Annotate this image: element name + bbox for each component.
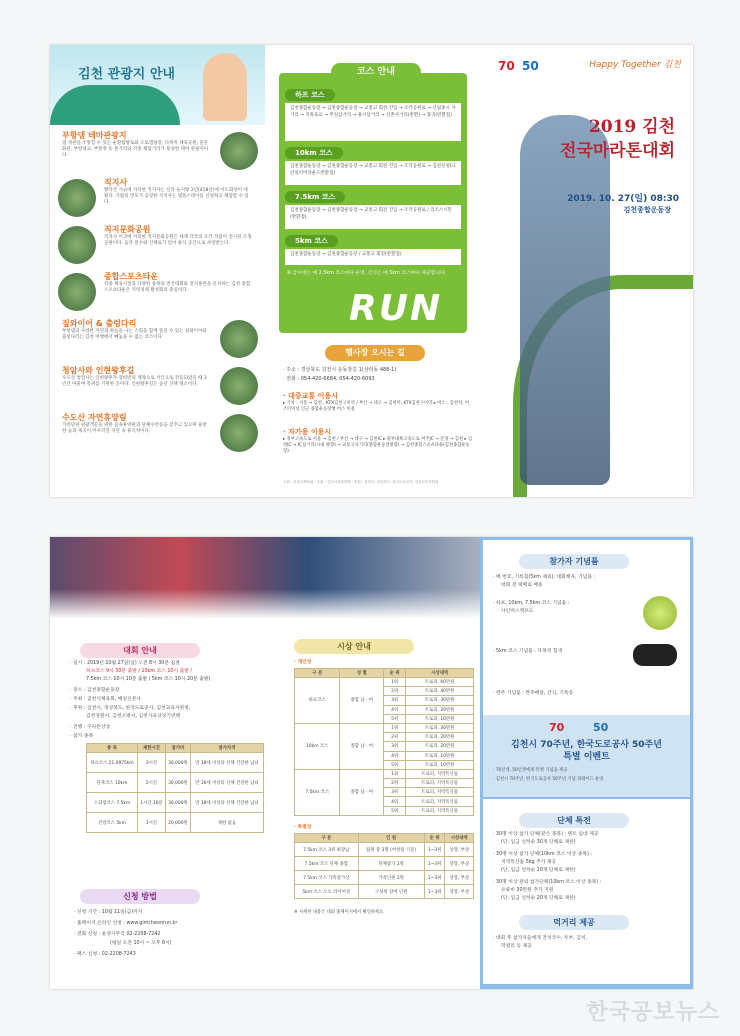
course-tag-half: 하프 코스 bbox=[285, 89, 335, 101]
table-header: 제한시간 bbox=[137, 744, 165, 753]
food-line: · 대회 후 참가자들에게 잔치국수, 두부, 김치, bbox=[493, 936, 588, 941]
table-cell: 1위 bbox=[384, 678, 406, 687]
apply-line: · 전화 신청 : 운영사무국 02-2208-7242 bbox=[74, 932, 161, 937]
table-cell: 트로피, 30만원 bbox=[406, 723, 474, 732]
table-cell: 1시간 30분 bbox=[137, 793, 165, 813]
gift-line: · 5km 코스 기념품 : 다목적 힙색 bbox=[493, 649, 563, 654]
sight-desc: 직지사 어귀에 자리한 직지문화공원은 세계 각국의 조각 작품이 전시된 조형 공원이다. 음악 분수와 산책로가 있어 휴식 공간으로 사랑받는다. bbox=[104, 235, 252, 246]
table-cell: 만 18세 이상의 신체 건강한 남녀 bbox=[190, 793, 263, 813]
logo-50th: 50 bbox=[522, 59, 539, 73]
awards-title: 시상 안내 bbox=[294, 639, 414, 654]
sight-name: 청암사와 인현왕후길 bbox=[62, 366, 135, 375]
table-cell: 30,000원 bbox=[166, 793, 191, 813]
table-cell: 상장, 부상 bbox=[445, 885, 474, 899]
table-header: 시상내역 bbox=[445, 834, 474, 843]
table-cell: 3위 bbox=[384, 788, 406, 797]
anniv-title bbox=[493, 739, 680, 763]
table-cell: 30,000원 bbox=[166, 753, 191, 773]
event-line: 하프코스 9시 30분 출발 / 10km 코스 10시 출발 / bbox=[86, 669, 193, 674]
sponsor-line: 주최 : 김천시체육회 · 주관 : 김천시육상연맹 · 후원 : 김천시, 경상북도, 한국도로공사, 김천교육지원청 bbox=[283, 480, 439, 484]
table-cell: 가족인원 2명 bbox=[358, 871, 424, 885]
table-cell: 5위 bbox=[384, 806, 406, 815]
gift-title: 참가자 기념품 bbox=[519, 554, 629, 569]
table-cell: 트로피, 60만원 bbox=[406, 678, 474, 687]
event-title-line2: 전국마라톤대회 bbox=[560, 141, 675, 161]
sight-photo bbox=[220, 367, 258, 405]
transit-heading: · 대중교통 이용시 bbox=[283, 392, 338, 400]
table-cell: 4위 bbox=[384, 797, 406, 806]
sight-item bbox=[58, 271, 258, 315]
gift-line: · 배 번호, 기록칩(5km 제외), 대회책자, 기념품 : bbox=[493, 575, 596, 580]
table-cell: 하프코스 21.0975km bbox=[87, 753, 138, 773]
course-tag-7-5k: 7.5km 코스 bbox=[285, 191, 345, 203]
table-cell: 4위 bbox=[384, 705, 406, 714]
table-row bbox=[87, 813, 264, 833]
brochure-back bbox=[50, 537, 693, 989]
table-cell: 트로피, 지역특산품 bbox=[406, 779, 474, 788]
logo-70th: 70 bbox=[498, 59, 515, 73]
city-slogan-logo: Happy Together 김천 bbox=[589, 60, 681, 70]
table-cell: 1위 bbox=[384, 769, 406, 778]
course-note: ※ 급수대는 매 2.5km 코스마다 운영, 간식은 매 5km 코스마다 제공합니다. bbox=[287, 271, 447, 276]
table-header: 구 분 bbox=[295, 669, 340, 678]
sight-photo bbox=[58, 179, 96, 217]
table-cell: 트로피, 지역특산품 bbox=[406, 806, 474, 815]
tour-header bbox=[50, 45, 265, 125]
course-panel bbox=[265, 45, 480, 497]
gift-line: · 하프, 10km, 7.5km 코스 기념품 : bbox=[493, 601, 570, 606]
table-cell: 2위 bbox=[384, 733, 406, 742]
car-text: ▸ 경부고속도로 서울 → 김천 / 부산 → 대구 → 김천IC ▸ 중부내륙고속도로 여주JC → 문경 → 김천 ▸ 김천IC → IC삼거리(시내 방향) → 교통고사거리(종합운동장방향) → 김천종합스포츠타운(김천종합운동장) bbox=[283, 437, 473, 454]
gift-line: 대회 전 택배로 배송 bbox=[501, 583, 543, 588]
entry-table bbox=[86, 743, 264, 833]
table-row bbox=[87, 753, 264, 773]
apply-line: (평일 오전 10시 ~ 오후 6시) bbox=[110, 941, 172, 946]
table-cell: 10km 코스 bbox=[295, 723, 340, 769]
event-line: · 일시 : 2019년 10월 27일(일) 오전 8시 30분 집결 bbox=[70, 661, 180, 666]
table-cell: 트로피, 10만원 bbox=[406, 714, 474, 723]
table-cell: 상장, 부상 bbox=[445, 857, 474, 871]
table-row bbox=[295, 678, 474, 687]
table-cell: 구성원 참여 인원 bbox=[358, 885, 424, 899]
table-cell: 2위 bbox=[384, 687, 406, 696]
hill-illustration bbox=[50, 85, 180, 125]
table-cell: 트로피, 지역특산품 bbox=[406, 769, 474, 778]
course-tag-10k: 10km 코스 bbox=[285, 147, 343, 159]
sight-photo bbox=[58, 226, 96, 264]
cover-panel bbox=[480, 45, 693, 497]
brochure-front bbox=[50, 45, 693, 497]
course-route-10k bbox=[285, 161, 461, 185]
table-cell: 단축코스 10km bbox=[87, 773, 138, 793]
anniv-logo-70: 70 bbox=[549, 721, 565, 734]
table-cell: 5km 코스 오오 라이어상 bbox=[295, 885, 359, 899]
table-cell: 7.5km 코스 bbox=[295, 769, 340, 815]
table-cell: 종합 남 · 여 bbox=[340, 678, 384, 724]
sight-name: 직지문화공원 bbox=[104, 225, 151, 234]
table-header: 시상내역 bbox=[406, 669, 474, 678]
table-cell: 3위 bbox=[384, 742, 406, 751]
event-line: 김천경찰서, 김천소방서, 김천시육상경기연맹 bbox=[86, 714, 181, 719]
table-cell: 트로피, 30만원 bbox=[406, 696, 474, 705]
table-cell: 건강코스 5km bbox=[87, 813, 138, 833]
sight-photo bbox=[220, 132, 258, 170]
course-title: 코스 안내 bbox=[331, 63, 421, 81]
run-logo: RUN bbox=[349, 288, 443, 329]
table-cell: 트로피, 지역특산품 bbox=[406, 797, 474, 806]
course-route-5k bbox=[285, 249, 461, 265]
group-line: 유류비 30만원 추가 지원 bbox=[501, 888, 554, 893]
apply-line: · 신청 기간 : 10월 11일(금)까지 bbox=[74, 910, 143, 915]
table-cell: 3시간 bbox=[137, 753, 165, 773]
table-cell: 1시간 bbox=[137, 813, 165, 833]
event-line: · 후원 : 김천시, 경상북도, 한국도로공사, 김천교육지원청, bbox=[70, 706, 191, 711]
table-cell: 트로피, 10만원 bbox=[406, 751, 474, 760]
event-line: · 주최 : 김천시체육회, 매일신문사 bbox=[70, 697, 142, 702]
course-route-half bbox=[285, 103, 461, 141]
special-award-table bbox=[294, 833, 474, 899]
event-venue: 김천종합운동장 bbox=[623, 206, 671, 214]
sight-desc: 각종 체육시설과 다양한 종목의 전국대회와 전지훈련을 유치하는 김천 종합스포츠타운은 지역경제 활성화의 중심이다. bbox=[104, 282, 251, 293]
anniv-title-line2: 특별 이벤트 bbox=[563, 752, 610, 762]
table-row bbox=[295, 723, 474, 732]
sight-desc: 수도산 청암사는 인현왕후가 장희빈의 계략으로 서인으로 강등되었을 때 3년간 머물며 복위를 기원한 곳이다. 인현왕후길은 숲길 산책 명소이다. bbox=[62, 376, 207, 387]
table-cell: 종합 남 · 여 bbox=[340, 769, 384, 815]
sight-desc: 가족단위 관광객들을 위한 숲속휴양관과 단체수련동을 갖추고 있으며 울창한 숲과 계곡이 어우러진 자연 속 휴식처이다. bbox=[62, 423, 207, 434]
table-cell: 제한 없음 bbox=[190, 813, 263, 833]
event-line: 7.5km 코스 10시 10분 출발 / 5km 코스 10시 20분 출발) bbox=[86, 677, 211, 682]
anniv-logo-50: 50 bbox=[593, 721, 609, 734]
sight-item bbox=[58, 130, 258, 174]
group-line: · 30명 이상 관외 참가단체(10km 코스 이상 종목) : bbox=[493, 880, 602, 885]
car-heading: · 자가용 이용시 bbox=[283, 428, 332, 436]
table-row bbox=[295, 843, 474, 857]
sight-name: 직지사 bbox=[104, 178, 128, 187]
sight-item bbox=[58, 177, 258, 221]
transit-text: ▸ 기차 : 서울 → 김천 , KTX김천구미역 / 부산 → 대구 → 김천역, KTX김천구미역 ▸ 버스 : 김천역, 버스터미널 인근 종합운동장행 버스 이용 bbox=[283, 401, 469, 412]
sight-name: 부항댐 테마관광지 bbox=[62, 131, 127, 140]
course-tag-5k: 5km 코스 bbox=[285, 235, 338, 247]
group-line: 지역특산품 5kg 추가 제공 bbox=[501, 860, 557, 865]
table-cell: 1~3위 bbox=[424, 871, 445, 885]
sight-name: 수도산 자연휴양림 bbox=[62, 413, 127, 422]
table-cell: 3위 bbox=[384, 696, 406, 705]
table-row bbox=[87, 793, 264, 813]
sight-item bbox=[58, 412, 258, 456]
anniv-line: · 김천시 70주년, 한국도로공사 50주년 기념 퍼레이드 운영 bbox=[493, 777, 604, 782]
table-cell: 4위 bbox=[384, 751, 406, 760]
table-cell: 7.5km 코스 가족참가상 bbox=[295, 871, 359, 885]
table-cell: 트로피, 20만원 bbox=[406, 705, 474, 714]
table-cell: 트로피, 20만원 bbox=[406, 742, 474, 751]
table-cell: 5위 bbox=[384, 714, 406, 723]
table-cell: 1~3위 bbox=[424, 857, 445, 871]
sight-list bbox=[58, 130, 258, 459]
sight-photo bbox=[58, 273, 96, 311]
table-row bbox=[295, 871, 474, 885]
table-cell: 20,000원 bbox=[166, 813, 191, 833]
table-header: 인 원 bbox=[358, 834, 424, 843]
table-cell: 스피링코스 7.5km bbox=[87, 793, 138, 813]
table-cell: 트로피, 40만원 bbox=[406, 687, 474, 696]
table-cell: 1~3위 bbox=[424, 843, 445, 857]
event-title bbox=[560, 115, 675, 163]
event-info-title: 대회 안내 bbox=[80, 643, 200, 658]
sight-item bbox=[58, 365, 258, 409]
group-line: (단, 입금 선착순 30개 단체로 제한) bbox=[501, 840, 576, 845]
table-cell: 30,000원 bbox=[166, 773, 191, 793]
table-header: 순 위 bbox=[384, 669, 406, 678]
photographer-illustration bbox=[203, 53, 247, 121]
table-row bbox=[295, 857, 474, 871]
group-line: (단, 입금 선착순 20개 단체로 제한) bbox=[501, 868, 576, 873]
table-cell: 7.5km 코스 단체 종합 bbox=[295, 857, 359, 871]
event-date: 2019. 10. 27(일) 08:30 bbox=[567, 194, 679, 204]
table-cell: 트로피, 지역특산품 bbox=[406, 788, 474, 797]
table-cell: 단체참가 2명 bbox=[358, 857, 424, 871]
gift-line: · 완주 기념품 : 완주메달, 간식, 기록증 bbox=[493, 691, 574, 696]
anniversary-event bbox=[483, 715, 690, 797]
directions-title: 행사장 오시는 길 bbox=[325, 345, 425, 361]
sight-desc: 부항댐의 수려한 자연과 하늘을 나는 스릴을 함께 즐길 수 있는 짚와이어와 출렁다리는 김천 여행에서 빼놓을 수 없는 코스이다. bbox=[62, 329, 207, 340]
route-text: 김천종합운동장 → 김천종합운동장 / 교통고 회전(반환점) bbox=[290, 252, 402, 257]
group-line: (단, 입금 선착순 20개 단체로 제한) bbox=[501, 896, 576, 901]
event-line: · 참가 종목 bbox=[70, 734, 94, 739]
route-text: 김천종합운동장 → 김천종합운동장 → 교통고 회전 진입 → 조각공원로 / 리조스시민(반환점) bbox=[290, 208, 452, 220]
food-title: 먹거리 제공 bbox=[519, 915, 629, 930]
table-cell: 상장, 부상 bbox=[445, 871, 474, 885]
table-cell: 만 18세 이상의 신체 건강한 남녀 bbox=[190, 753, 263, 773]
course-route-7-5k bbox=[285, 205, 461, 229]
anniv-line: · 70년생, 50년생에게 특별 기념품 제공 bbox=[493, 768, 568, 773]
apply-line: · 팩스 신청 : 02-2208-7243 bbox=[74, 952, 136, 957]
sight-photo bbox=[220, 414, 258, 452]
group-line: · 30명 이상 참가 단체(같은 종목) : 텐트 임대 제공 bbox=[493, 832, 599, 837]
sight-desc: 댐 경관을 조망할 수 있는 순환탐방로와 오토캠핑장, 다목적 체육공원, 물문화관, 부항대교, 부항정 등 볼거리와 각종 체험거리가 풍성한 테마 관광지이다. bbox=[62, 141, 209, 158]
table-cell: 7.5km 코스 3위 최장남 bbox=[295, 843, 359, 857]
tour-panel bbox=[50, 45, 265, 497]
runner-silhouette bbox=[520, 115, 610, 485]
grape-image bbox=[643, 596, 677, 630]
table-cell: 트로피, 10만원 bbox=[406, 760, 474, 769]
sight-item bbox=[58, 224, 258, 268]
marathon-photo bbox=[50, 537, 480, 619]
table-row bbox=[295, 885, 474, 899]
group-benefits bbox=[483, 799, 690, 984]
special-award-heading: · 특별상 bbox=[294, 825, 312, 830]
table-cell: 하프코스 bbox=[295, 678, 340, 724]
watermark: 한국공보뉴스 bbox=[586, 1000, 720, 1025]
table-cell: 트로피, 20만원 bbox=[406, 733, 474, 742]
table-cell: 종합 남 · 여 bbox=[340, 723, 384, 769]
personal-award-table bbox=[294, 668, 474, 816]
tour-title: 김천 관광지 안내 bbox=[78, 67, 175, 82]
sight-name: 종합스포츠타운 bbox=[104, 272, 159, 281]
table-cell: 2시간 bbox=[137, 773, 165, 793]
sight-photo bbox=[220, 320, 258, 358]
directions-address: · 주소 : 경상북도 김천시 운동장길 1(삼락동 488-1) bbox=[283, 367, 397, 373]
event-line: · 장소 : 김천종합운동장 bbox=[70, 688, 120, 693]
table-header: 참가자격 bbox=[190, 744, 263, 753]
personal-award-heading: · 개인상 bbox=[294, 660, 312, 665]
table-cell: 팀원 중 3명 (여성팀 기준) bbox=[358, 843, 424, 857]
group-line: · 30명 이상 참가 단체(10km 코스 이상 종목) : bbox=[493, 852, 592, 857]
table-row bbox=[295, 769, 474, 778]
apply-title: 신청 방법 bbox=[80, 889, 200, 904]
food-line: 막걸리 등 제공 bbox=[501, 944, 532, 949]
awards-note: ※ 자세한 내용은 대회 홈페이지에서 확인하세요. bbox=[294, 910, 385, 915]
course-box bbox=[279, 67, 467, 333]
table-cell: 1~3위 bbox=[424, 885, 445, 899]
table-cell: 1위 bbox=[384, 723, 406, 732]
event-line: · 진행 : 쿠파문상상 bbox=[70, 725, 111, 730]
route-text: 김천종합운동장 → 김천종합운동장 → 교통고 회전 진입 → 조각공원로 → 김천신청(크린일러어라운드반환점) bbox=[290, 164, 456, 176]
gift-line: 샤인머스켓포도 bbox=[501, 609, 534, 614]
table-row bbox=[87, 773, 264, 793]
table-header: 종 목 bbox=[87, 744, 138, 753]
table-cell: 만 16세 이상의 신체 건강한 남녀 bbox=[190, 773, 263, 793]
sight-item bbox=[58, 318, 258, 362]
group-title: 단체 특전 bbox=[519, 813, 629, 828]
table-header: 순 위 bbox=[424, 834, 445, 843]
event-title-line1: 2019 김천 bbox=[588, 117, 675, 137]
table-header: 구 분 bbox=[295, 834, 359, 843]
gift-box bbox=[483, 540, 690, 715]
photo-fade bbox=[50, 589, 480, 619]
table-header: 성 별 bbox=[340, 669, 384, 678]
table-cell: 2위 bbox=[384, 779, 406, 788]
table-cell: 상장, 부상 bbox=[445, 843, 474, 857]
table-header: 참가비 bbox=[166, 744, 191, 753]
apply-line[interactable]: · 홈페이지 온라인 신청 : www.gimcheonrun.kr bbox=[74, 921, 178, 926]
sight-name: 짚와이어 & 출렁다리 bbox=[62, 319, 137, 328]
table-cell: 5위 bbox=[384, 760, 406, 769]
route-text: 김천종합운동장 → 김천종합운동장 → 교통고 회전 진입 → 조각공원로 → 산림종시 사거리 → 지좌육교 → 무실삼거리 → 용시삼거리 → 신촌사거리(반환) → 종귀(반환점) bbox=[290, 106, 456, 118]
sight-desc: 황악산 기슭에 자리한 직지사는 신라 눌지왕 2년(418년)에 아도화상이 세웠다. 가람의 면모가 웅장한 직지사는 템플스테이를 신청하고 체험할 수 있다. bbox=[104, 188, 249, 205]
anniv-title-line1: 김천시 70주년, 한국도로공사 50주년 bbox=[511, 740, 662, 750]
directions-phone: · 전화 : 054-420-6684, 054-420-6093 bbox=[283, 376, 375, 382]
hip-bag-image bbox=[633, 644, 677, 666]
